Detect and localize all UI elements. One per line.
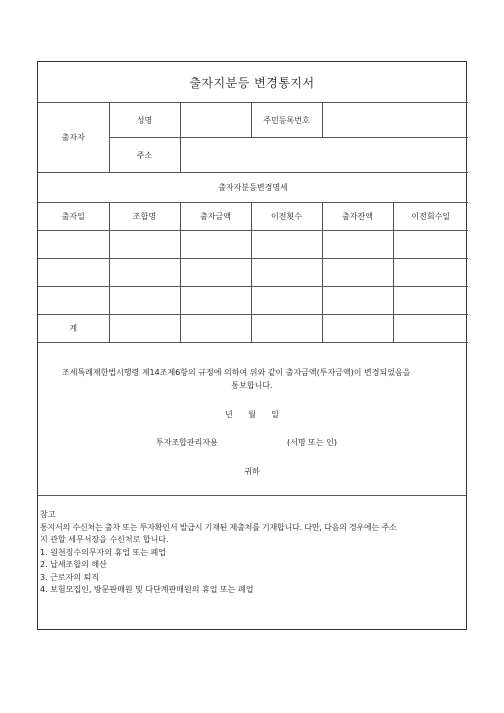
table-cell[interactable] [109, 315, 180, 343]
id-number-value[interactable] [322, 103, 468, 138]
table-cell[interactable] [251, 287, 322, 315]
name-label: 성명 [109, 103, 180, 138]
table-cell[interactable] [393, 315, 468, 343]
table-cell[interactable] [180, 287, 251, 315]
notice-text-line1: 조세특례제한법시행령 제14조제6항의 규정에 의하여 위와 같이 출자금액(투자금액)이 변경되었음을 [62, 368, 411, 377]
table-cell[interactable] [38, 231, 109, 259]
table-cell[interactable] [251, 315, 322, 343]
reference-item: 2. 납세조합의 해산 [40, 560, 107, 569]
table-cell[interactable] [38, 287, 109, 315]
table-row [38, 231, 468, 259]
recipient-label: 귀하 [244, 467, 260, 476]
id-number-label: 주민등록번호 [251, 103, 322, 138]
table-cell[interactable] [322, 315, 393, 343]
table-cell[interactable] [393, 259, 468, 287]
form-title-row [38, 62, 466, 103]
table-cell[interactable] [109, 231, 180, 259]
reference-section [38, 496, 466, 597]
table-cell[interactable] [251, 259, 322, 287]
table-cell[interactable] [322, 231, 393, 259]
reference-item: 4. 보험모집인, 방문판매원 및 다단계판매원의 휴업 또는 폐업 [40, 585, 254, 594]
applicant-table [38, 102, 468, 343]
table-cell[interactable] [109, 259, 180, 287]
table-cell[interactable] [393, 231, 468, 259]
table-row [38, 287, 468, 315]
reference-item: 3. 근로자의 퇴직 [40, 572, 100, 582]
column-header: 출자일 [38, 203, 109, 231]
notification-form [37, 61, 467, 630]
notice-section [38, 342, 466, 496]
total-row [38, 315, 468, 343]
applicant-label: 출자자 [38, 103, 109, 173]
table-cell[interactable] [109, 287, 180, 315]
reference-line1: 통지서의 수신처는 출자 또는 투자확인서 발급시 기재된 제출처를 기재합니다. 다만, 다음의 경우에는 주소 [40, 522, 397, 532]
signer-label: 투자조합관리자용 [156, 438, 218, 447]
table-cell[interactable] [38, 259, 109, 287]
table-row [38, 259, 468, 287]
column-header: 출자금액 [180, 203, 251, 231]
column-header: 조합명 [109, 203, 180, 231]
column-header: 출자잔액 [322, 203, 393, 231]
address-label: 주소 [109, 138, 180, 173]
reference-item: 1. 원천징수의무자의 휴업 또는 폐업 [40, 547, 166, 557]
details-header-row [38, 203, 468, 231]
table-cell[interactable] [251, 231, 322, 259]
reference-line2: 지 관할 세무서장을 수신처로 합니다. [40, 535, 169, 544]
table-cell[interactable] [180, 231, 251, 259]
total-label: 계 [38, 315, 109, 343]
address-value[interactable] [180, 138, 468, 173]
column-header: 이전회수일 [393, 203, 468, 231]
reference-title: 참고 [40, 510, 56, 519]
table-cell[interactable] [180, 315, 251, 343]
column-header: 이전횟수 [251, 203, 322, 231]
notice-text-line2: 통보합니다. [231, 381, 273, 390]
name-value[interactable] [180, 103, 251, 138]
table-cell[interactable] [322, 287, 393, 315]
signature-note: (서명 또는 인) [287, 438, 337, 447]
table-cell[interactable] [322, 259, 393, 287]
table-cell[interactable] [393, 287, 468, 315]
details-title: 출자자분등변경명세 [38, 173, 468, 203]
date-line: 년 월 일 [225, 410, 279, 419]
table-cell[interactable] [180, 259, 251, 287]
form-title: 출자지분등 변경통지서 [189, 75, 315, 90]
